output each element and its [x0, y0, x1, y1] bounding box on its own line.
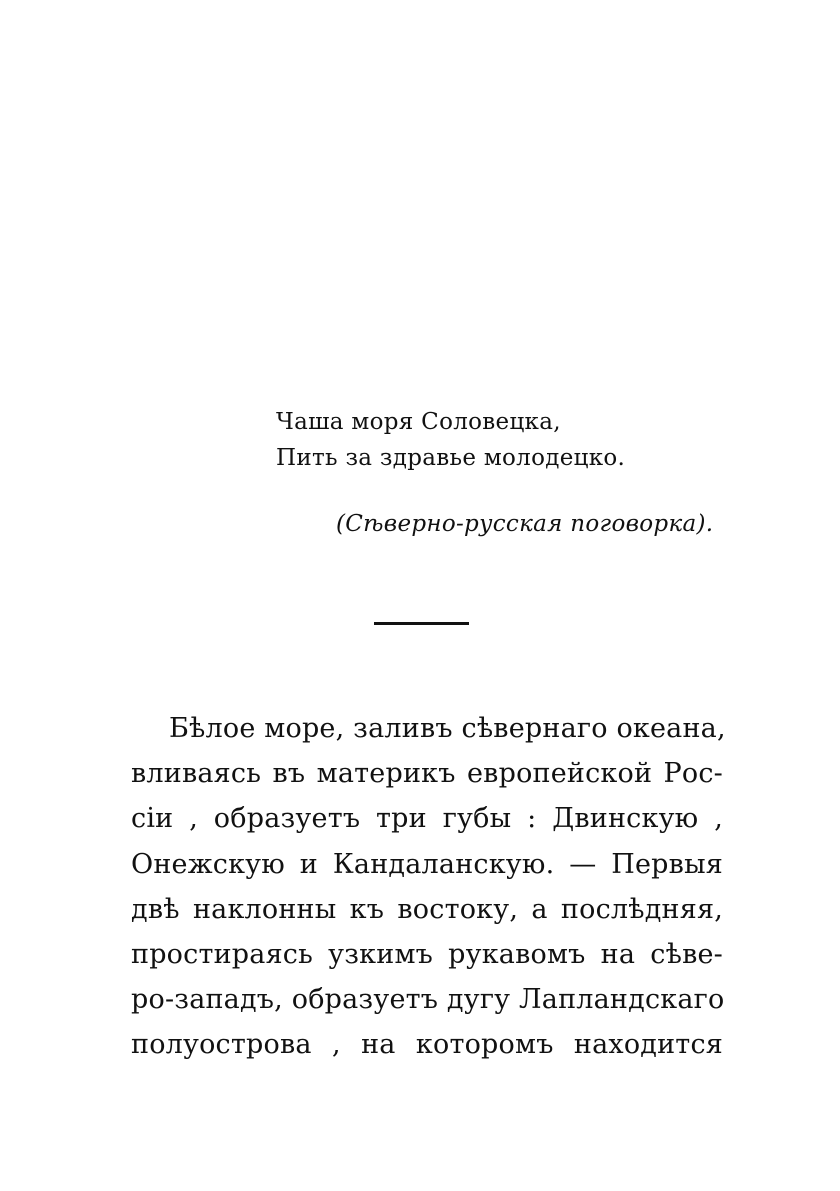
separator-rule — [374, 622, 469, 625]
body-line: ро-западъ, образуетъ дугу Лапландскаго — [131, 984, 725, 1016]
body-line: простираясь узкимъ рукавомъ на сѣве- — [131, 939, 723, 971]
epigraph — [276, 404, 696, 476]
body-line: полуострова , на которомъ находится — [131, 1029, 723, 1061]
epigraph-line: Пить за здравье молодецко. — [276, 445, 626, 471]
body-line: двѣ наклонны къ востоку, а послѣдняя, — [131, 893, 723, 925]
body-paragraph — [131, 706, 726, 1068]
body-line: Бѣлое море, заливъ сѣвернаго океана, — [169, 713, 726, 744]
body-line: Онежскую и Кандаланскую. — Первыя — [131, 848, 723, 880]
epigraph-source: (Сѣверно-русская поговорка). — [336, 511, 714, 537]
body-line: сіи , образуетъ три губы : Двинскую , — [131, 803, 723, 835]
epigraph-line: Чаша моря Соловецка, — [276, 409, 561, 435]
body-line: вливаясь въ материкъ европейской Рос- — [131, 758, 723, 790]
